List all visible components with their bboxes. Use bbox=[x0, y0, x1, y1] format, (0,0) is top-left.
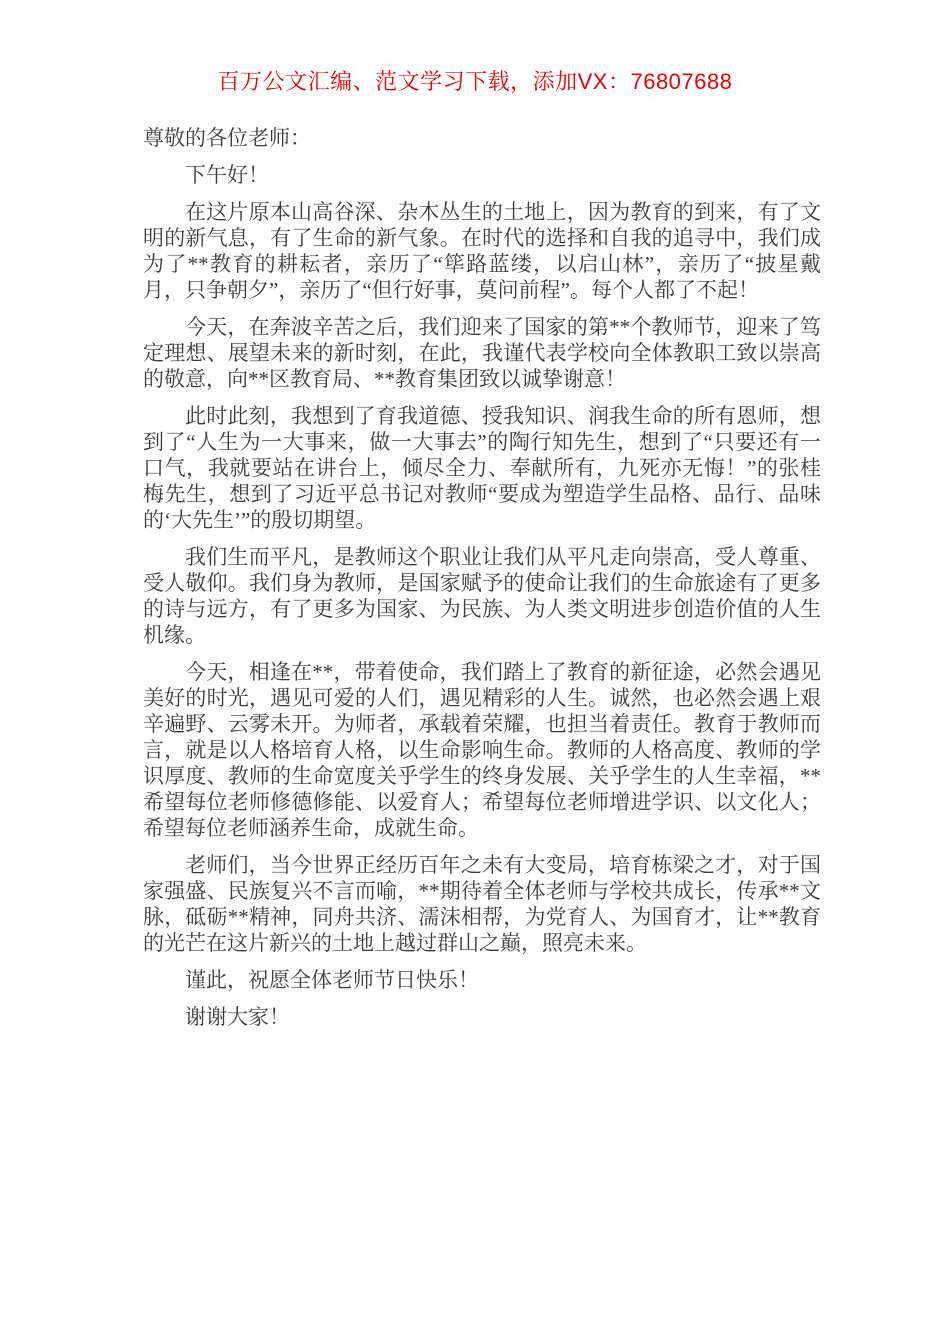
paragraph: 在这片原本山高谷深、杂木丛生的土地上，因为教育的到来，有了文明的新气息，有了生命的新气象。在时代的选择和自我的追寻中，我们成为了**教育的耕耘者，亲历了“筚路蓝缕，以启山林”，亲历了“披星戴月，只争朝夕”，亲历了“但行好事，莫问前程”。每个人都了不起！ bbox=[143, 200, 821, 302]
paragraph: 今天，相逢在**，带着使命，我们踏上了教育的新征途，必然会遇见美好的时光，遇见可爱的人们，遇见精彩的人生。诚然，也必然会遇上艰辛遍野、云雾未开。为师者，承载着荣耀，也担当着责任。教育于教师而言，就是以人格培育人格，以生命影响生命。教师的人格高度、教师的学识厚度、教师的生命宽度关乎学生的终身发展、关乎学生的人生幸福，**希望每位老师修德修能、以爱育人；希望每位老师增进学识、以文化人；希望每位老师涵养生命，成就生命。 bbox=[143, 660, 821, 840]
paragraph: 我们生而平凡，是教师这个职业让我们从平凡走向崇高，受人尊重、受人敬仰。我们身为教师，是国家赋予的使命让我们的生命旅途有了更多的诗与远方，有了更多为国家、为民族、为人类文明进步创造价值的人生机缘。 bbox=[143, 545, 821, 647]
paragraph: 此时此刻，我想到了育我道德、授我知识、润我生命的所有恩师，想到了“人生为一大事来，做一大事去”的陶行知先生，想到了“只要还有一口气，我就要站在讲台上，倾尽全力、奉献所有，九死亦无悔！”的张桂梅先生，想到了习近平总书记对教师“要成为塑造学生品格、品行、品味的‘大先生’”的殷切期望。 bbox=[143, 404, 821, 532]
promo-banner bbox=[0, 68, 950, 95]
salutation: 尊敬的各位老师： bbox=[143, 126, 311, 150]
greeting-line: 下午好！ bbox=[185, 163, 269, 187]
closing-wish: 谨此，祝愿全体老师节日快乐！ bbox=[185, 968, 479, 992]
thanks-line: 谢谢大家！ bbox=[185, 1005, 290, 1029]
document-body bbox=[143, 125, 821, 1041]
paragraph: 老师们，当今世界正经历百年之未有大变局，培育栋梁之才，对于国家强盛、民族复兴不言而喻，**期待着全体老师与学校共成长，传承**文脉，砥砺**精神，同舟共济、濡沫相帮，为党育人、为国育才，让**教育的光芒在这片新兴的土地上越过群山之巅，照亮未来。 bbox=[143, 853, 821, 955]
promo-text: 百万公文汇编、范文学习下载，添加VX：76807688 bbox=[217, 69, 733, 94]
paragraph: 今天，在奔波辛苦之后，我们迎来了国家的第**个教师节，迎来了笃定理想、展望未来的新时刻，在此，我谨代表学校向全体教职工致以崇高的敬意，向**区教育局、**教育集团致以诚挚谢意！ bbox=[143, 315, 821, 391]
